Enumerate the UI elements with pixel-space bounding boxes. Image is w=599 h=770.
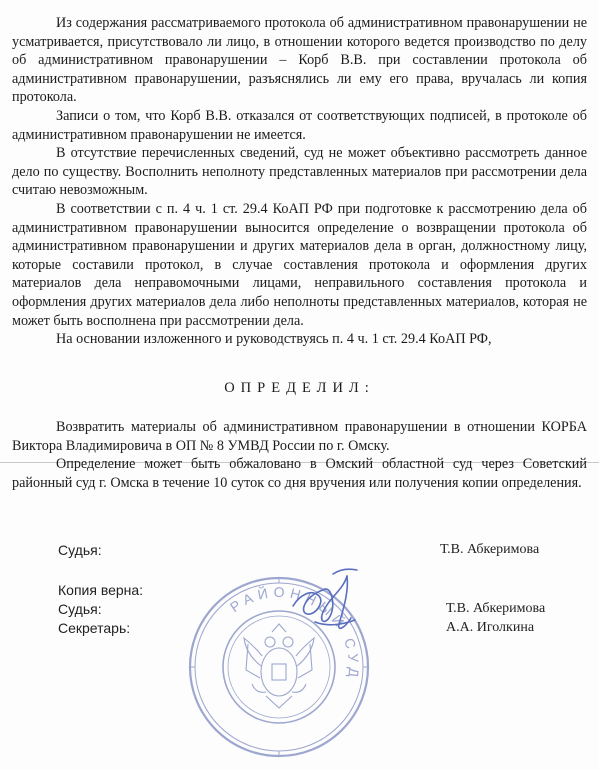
ruling-heading: ОПРЕДЕЛИЛ: (224, 380, 375, 396)
judge-label: Судья: (58, 542, 102, 558)
decision-paragraph-2: Определение может быть обжаловано в Омский областной суд через Советский районный суд г. Омска в течение 10 суток со дня вручения или получения копии определения. (12, 456, 587, 491)
paragraph-5: На основании изложенного и руководствуясь п. 4 ч. 1 ст. 29.4 КоАП РФ, (56, 331, 492, 348)
decision-paragraph-1: Возвратить материалы об административном правонарушении в отношении КОРБА Виктора Владимировича в ОП № 8 УМВД России по г. Омску. (12, 419, 587, 454)
decision-text (12, 418, 587, 492)
paragraph-2: Записи о том, что Корб В.В. отказался от соответствующих подписей, в протоколе об административном правонарушении не имеется. (12, 107, 587, 143)
paragraph-3: В отсутствие перечисленных сведений, суд не может объективно рассмотреть данное дело по существу. Восполнить неполноту представленных материалов при рассмотрении дела считаю невозможным. (12, 145, 587, 199)
body-text (12, 14, 587, 349)
signature-icon (285, 566, 371, 642)
paragraph-4: В соответствии с п. 4 ч. 1 ст. 29.4 КоАП РФ при подготовке к рассмотрению дела об административном правонарушении выносится определение о возвращении протокола об административном правонарушении и других материалов дела в орган, должностному лицу, которые составили протокол, в случае составления протокола и оформления других материалов дела неправомочными лицами, неправильного составления протокола и оформления других материалов дела либо неполноты представленных материалов, которая не может быть восполнена при рассмотрении дела. (12, 200, 587, 329)
copy-verified-label: Копия верна: (58, 582, 144, 598)
judge-name: Т.В. Абкеримова (440, 542, 540, 557)
secretary-label: Секретарь: (58, 620, 131, 636)
judge2-label: Судья: (58, 601, 102, 617)
seal-text: РАЙОННЫЙ СУД (226, 583, 363, 683)
secretary-name: А.А. Иголкина (446, 620, 535, 635)
judge2-name: Т.В. Абкеримова (446, 601, 546, 616)
paragraph-1: Из содержания рассматриваемого протокола об административном правонарушении не усматривается, присутствовало ли лицо, в отношении которого ведется производство по делу об административном правонарушении – Корб В.В. при составлении протокола об административном правонарушении, разъяснялись ли ему его права, вручалась ли копия протокола. (12, 15, 587, 106)
